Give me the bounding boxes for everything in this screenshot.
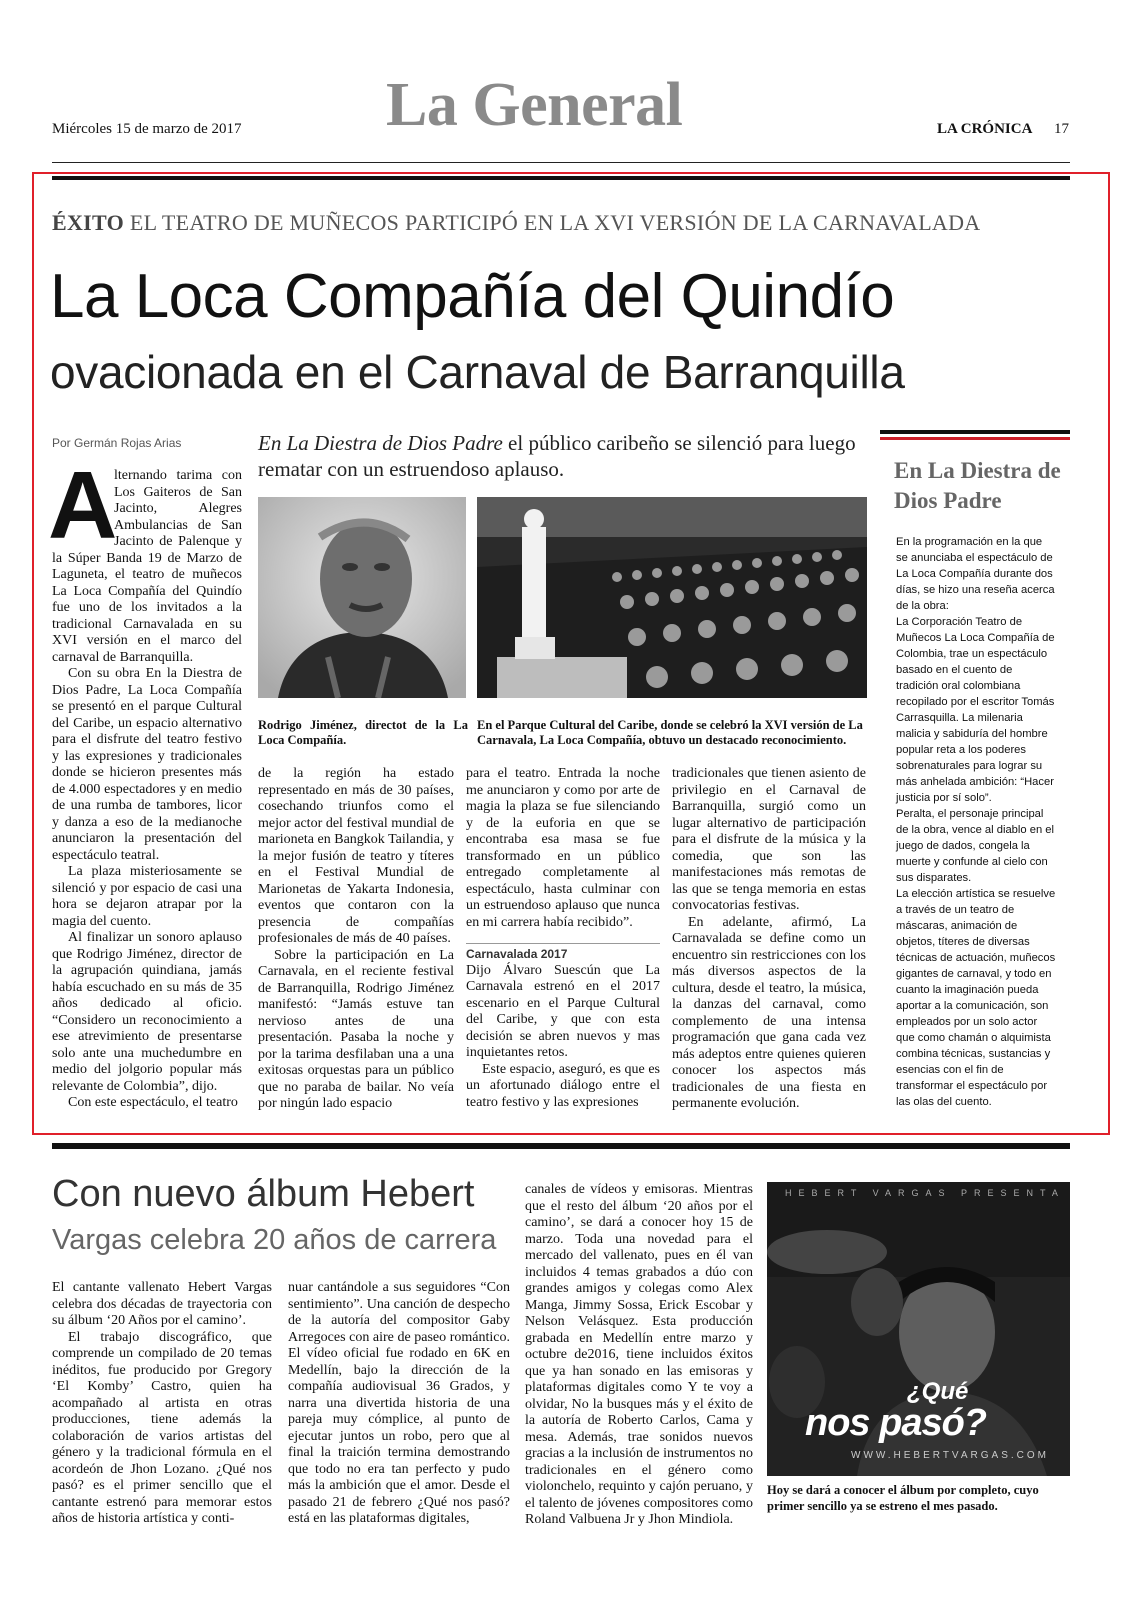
page-number: 17 [1054,121,1069,137]
paragraph: nuar cantándole a sus seguidores “Con sentimiento”. Una canción de despecho de la autoría del compositor Gaby Arregoces con aire de paseo romántico. El vídeo oficial fue rodado en 6K en Medellín, bajo la dirección de la compañía audiovisual 36 Grados, y narra una divertida historia de una pareja muy cómplice, al punto de ejecutar juntos un robo, pero que al final la traición termina demostrando que todo no era tan perfecto y pudo más la ambición que el amor. Desde el pasado 21 de febrero ¿Qué nos pasó? está en las plataformas digitales, [288,1280,510,1526]
album-caption: Hoy se dará a conocer el álbum por completo, cuyo primer sencillo ya se estreno el mes pasado. [767,1483,1039,1513]
sidebar-title: En La Diestra de Dios Padre [894,458,1061,513]
paragraph: Este espacio, aseguró, es que es un afortunado diálogo entre el teatro festivo y las expresiones [466,1061,660,1110]
section-title: La General [386,71,683,139]
byline: Por Germán Rojas Arias [52,436,182,450]
portrait-illustration [258,497,466,698]
paragraph: tradicionales que tienen asiento de privilegio en el Carnaval de Barranquilla, surgió como un lugar alternativo de participación para el disfrute de la música y la comedia, que son las manifestaciones más remotas de las que se tenga memoria en estas convocatorias festivas. [672,766,866,913]
photo-carnavalada-audience [477,497,867,698]
paragraph: En la programación en la que se anunciaba el espectáculo de La Loca Compañía durante dos días, se hizo una reseña acerca de la obra: [896,536,1055,612]
main-story-top-rule [52,176,1070,180]
second-headline-line1: Con nuevo álbum Hebert [52,1173,475,1215]
main-col-4 [672,766,866,1113]
paragraph: Con su obra En la Diestra de Dios Padre, La Loca Compañía se presentó en el parque Cultural del Caribe, un espacio alternativo para el disfrute del teatro festivo y las expresiones y tradicionales donde se hicieron presentes más de 4.000 espectadores y en medio de una rumba de tambores, licor y danza a eso de la medianoche anunciaron la presentación del espectáculo teatral. [52,666,242,863]
photo2-caption: En el Parque Cultural del Caribe, donde se celebró la XVI versión de La Carnavala, La Loca Compañía, obtuvo un destacado reconocimiento. [477,718,863,747]
drop-cap-spacer [52,468,114,550]
paragraph: Sobre la participación en La Carnavala, en el reciente festival de Barranquilla, Rodrigo Jiménez manifestó: “Jamás estuve tan nervioso antes de una presentación. Pasaba la noche y por la tarima desfilaban una a una exitosas orquestas para un público que no paraba de bailar. No veía por ningún lado espacio [258,947,454,1111]
paragraph: En adelante, afirmó, La Carnavalada se define como un encuentro sin restricciones con los más diversos aspectos de la cultura, desde el teatro, la música, la danzas del carnaval, como complemento de una intensa programación que gana cada vez más adeptos entre quienes quieren conocer los aspectos más tradicionales de una fiesta en permanente evolución. [672,914,866,1111]
paragraph: La plaza misteriosamente se silenció y por espacio de casi una hora se dejaron atrapar por la magia del cuento. [52,864,242,929]
second-col-1 [52,1280,272,1528]
sidebar-body [896,534,1056,1110]
paragraph: La elección artística se resuelve a través de un teatro de máscaras, animación de objetos, títeres de diversas técnicas de actuación, muñecos gigantes de carnaval, y todo en cuanto la imaginación pueda aportar a la comunicación, son empleados por un solo actor que como chamán o alquimista combina técnicas, sustancias y esencias con el fin de transformar el espectáculo por las olas del cuento. [896,888,1056,1108]
paragraph: El trabajo discográfico, que comprende un compilado de 20 temas inéditos, fue producido por Gregory ‘El Komby’ Castro, quien ha acompañado al artista en otras producciones, tiene además la colaboración de varios artistas del género y la tradicional fórmula en el acordeón de Jhon Lozano. ¿Qué nos pasó? es el primer sencillo que el cantante estrenó para memorar estos años de historia artística y conti- [52,1329,272,1526]
second-col-3 [525,1182,753,1529]
sidebar-red-rule [880,437,1070,440]
header-rule [52,162,1070,163]
album-title-2: nos pasó? [805,1402,987,1444]
main-col-1 [52,468,242,1112]
paragraph: Con este espectáculo, el teatro [68,1095,238,1110]
main-story-bottom-rule [52,1143,1070,1149]
paragraph: Peralta, el personaje principal de la obra, vence al diablo en el juego de dados, congela la muerte y confunde al cielo con sus disparates. [896,808,1054,884]
paragraph: canales de vídeos y emisoras. Mientras que el resto del álbum ‘20 años por el camino’, se dará a conocer hoy 15 de marzo. Toda una novedad para el mercado del vallenato, pues en él van incluidos 4 temas grabados a dúo con grandes amigos y colegas como Alex Manga, Jimmy Sossa, Erick Escobar y Nelson Velásquez. Esta producción grabada en Medellín entre marzo y octubre de2016, tiene incluidos éxitos que ya han sonado en las emisoras y plataformas digitales como Y te voy a olvidar, No la busques más y el éxito de la autoría de Roberto Carlos, Cama y mesa. Además, trae sonidos nuevos gracias a la inclusión de instrumentos no tradicionales en el género como violonchelo, requinto y cajón peruano, y el talento de jóvenes compositores como Roland Valbuena Jr y Jhon Mindiola. [525,1182,753,1527]
second-headline-line2: Vargas celebra 20 años de carrera [52,1224,497,1256]
audience-illustration [477,497,867,698]
header-date: Miércoles 15 de marzo de 2017 [52,121,242,137]
album-website: WWW.HEBERTVARGAS.COM [851,1450,1049,1461]
main-col-2 [258,766,454,1113]
sidebar-top-rule [880,430,1070,434]
photo-hebert-vargas-album [767,1182,1070,1476]
paper-name: LA CRÓNICA [937,121,1033,137]
subhead-carnavalada: Carnavalada 2017 [466,943,660,963]
pullquote [258,430,868,482]
kicker-text: EL TEATRO DE MUÑECOS PARTICIPÓ EN LA XVI VERSIÓN DE LA CARNAVALADA [129,210,981,235]
paragraph: Al finalizar un sonoro aplauso que Rodrigo Jiménez, director de la agrupación quindiana, jamás había escuchado en su más de 35 años dedicado al oficio. “Considero un reconocimiento a ese atrevimiento de presentarse solo ante una muchedumbre en medio del jolgorio popular más relevante de Colombia”, dijo. [52,930,242,1094]
pullquote-text: el público caribeño se silenció para luego rematar con un estruendoso aplauso. [258,431,856,481]
paragraph: lternando tarima con Los Gaiteros de San Jacinto, Alegres Ambulancias de San Jacinto de Palenque y la Súper Banda 19 de Marzo de Laguneta, el teatro de muñecos La Loca Compañía del Quindío fue uno de los invitados a la tradicional Carnavalada en su XVI versión en el marco del carnaval de Barranquilla. [52,468,242,665]
kicker-word: ÉXITO [52,210,125,235]
paragraph: La Corporación Teatro de Muñecos La Loca Compañía de Colombia, trae un espectáculo basado en el cuento de tradición oral colombiana recopilado por el escritor Tomás Carrasquilla. La milenaria malicia y sabiduría del hombre popular reta a los poderes sobrenaturales para lograr su más anhelada ambición: “Hacer justicia por sí solo”. [896,616,1055,804]
paragraph: de la región ha estado representado en más de 30 países, cosechando triunfos como el mejor actor del festival mundial de marioneta en Bangkok Tailandia, y la mejor fusión de teatro y títeres en el Festival Mundial de Marionetas de Yakarta Indonesia, eventos que contaron con la presencia de compañías profesionales de más de 40 países. [258,766,454,946]
paragraph: El cantante vallenato Hebert Vargas celebra dos décadas de trayectoria con su álbum ‘20 Años por el camino’. [52,1280,272,1328]
paragraph: para el teatro. Entrada la noche me anunciaron y como por arte de magia la plaza se fue silenciando y de la euforia en que se encontraba esa masa se fue transformado en un público entregado completamente al espectáculo, hasta culminar con un estruendoso aplauso que nunca en mi carrera había recibido”. [466,766,660,930]
kicker [52,210,981,236]
album-title-1: ¿Qué [907,1378,969,1405]
main-headline-line2: ovacionada en el Carnaval de Barranquilla [50,346,905,398]
pullquote-italic: En La Diestra de Dios Padre [258,431,503,455]
drop-cap: A [48,452,118,559]
second-col-2 [288,1280,510,1528]
photo-rodrigo-jimenez [258,497,466,698]
main-col-3 [466,766,660,1111]
photo1-caption: Rodrigo Jiménez, directot de la La Loca Compañía. [258,718,468,747]
paragraph: Dijo Álvaro Suescún que La Carnavala estrenó en el 2017 escenario en el Parque Cultural del Caribe, y que con esta decisión se abren nuevos y mas inquietantes retos. [466,962,660,1060]
album-presenta-text: HEBERT VARGAS PRESENTA [785,1188,1065,1198]
main-headline-line1: La Loca Compañía del Quindío [50,262,895,331]
